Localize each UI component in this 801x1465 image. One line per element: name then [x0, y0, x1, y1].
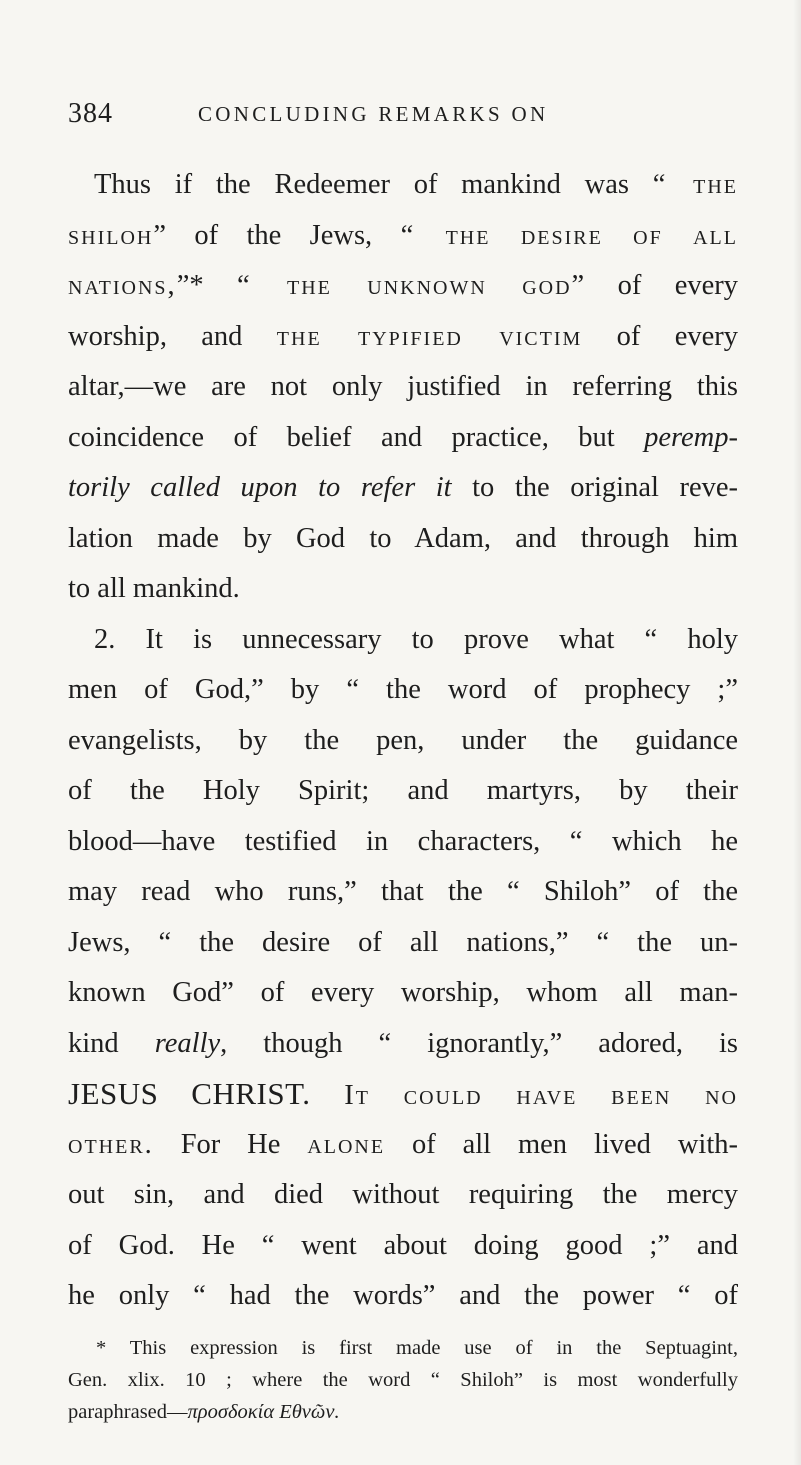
text-line: worship, and the typified victim of every	[68, 320, 739, 352]
running-head: CONCLUDING REMARKS ON	[198, 102, 549, 126]
footnote	[68, 1332, 738, 1428]
text-line: nations,”* “ the unknown god” of every	[68, 270, 738, 301]
text-line: Jews, “ the desire of all nations,” “ the un-	[68, 926, 738, 958]
footnote-line: * This expression is first made use of in the Septuagint,	[96, 1337, 738, 1359]
page-header	[68, 98, 768, 138]
footnote-line: Gen. xlix. 10 ; where the word “ Shiloh” is most wonderfully	[68, 1369, 738, 1391]
text-line: coincidence of belief and practice, but peremp-	[68, 421, 738, 453]
text-line: may read who runs,” that the “ Shiloh” of the	[68, 876, 738, 907]
page-edge-shadow	[793, 0, 801, 1465]
text-line: out sin, and died without requiring the mercy	[68, 1179, 738, 1210]
footnote-line: paraphrased—προσδοκία Εθνῶν.	[68, 1401, 340, 1423]
text-line: of God. He “ went about doing good ;” and	[68, 1229, 738, 1261]
text-line: altar,—we are not only justified in referring this	[68, 371, 738, 402]
text-line: of the Holy Spirit; and martyrs, by their	[68, 775, 738, 806]
greek-phrase: προσδοκία Εθνῶν.	[187, 1401, 340, 1423]
text-line: shiloh” of the Jews, “ the desire of all	[68, 219, 738, 251]
text-line: kind really, though “ ignorantly,” adored, is	[68, 1027, 739, 1059]
text-line: to all mankind.	[68, 573, 240, 604]
text-line: torily called upon to refer it to the original reve-	[68, 472, 738, 503]
text-line: known God” of every worship, whom all man-	[68, 977, 738, 1008]
text-line: JESUS CHRIST. It could have been no	[68, 1076, 739, 1111]
text-line: blood—have testified in characters, “ which he	[68, 825, 738, 857]
page-number: 384	[68, 98, 113, 129]
text-line: lation made by God to Adam, and through him	[68, 522, 738, 554]
text-line: other. For He alone of all men lived with-	[68, 1128, 738, 1160]
text-line: he only “ had the words” and the power “ of	[68, 1280, 738, 1311]
body-text	[68, 160, 738, 1322]
text-line: evangelists, by the pen, under the guidance	[68, 724, 738, 756]
text-line: Thus if the Redeemer of mankind was “ the	[94, 169, 739, 200]
text-line: 2. It is unnecessary to prove what “ holy	[94, 623, 738, 655]
text-line: men of God,” by “ the word of prophecy ;”	[68, 674, 738, 705]
